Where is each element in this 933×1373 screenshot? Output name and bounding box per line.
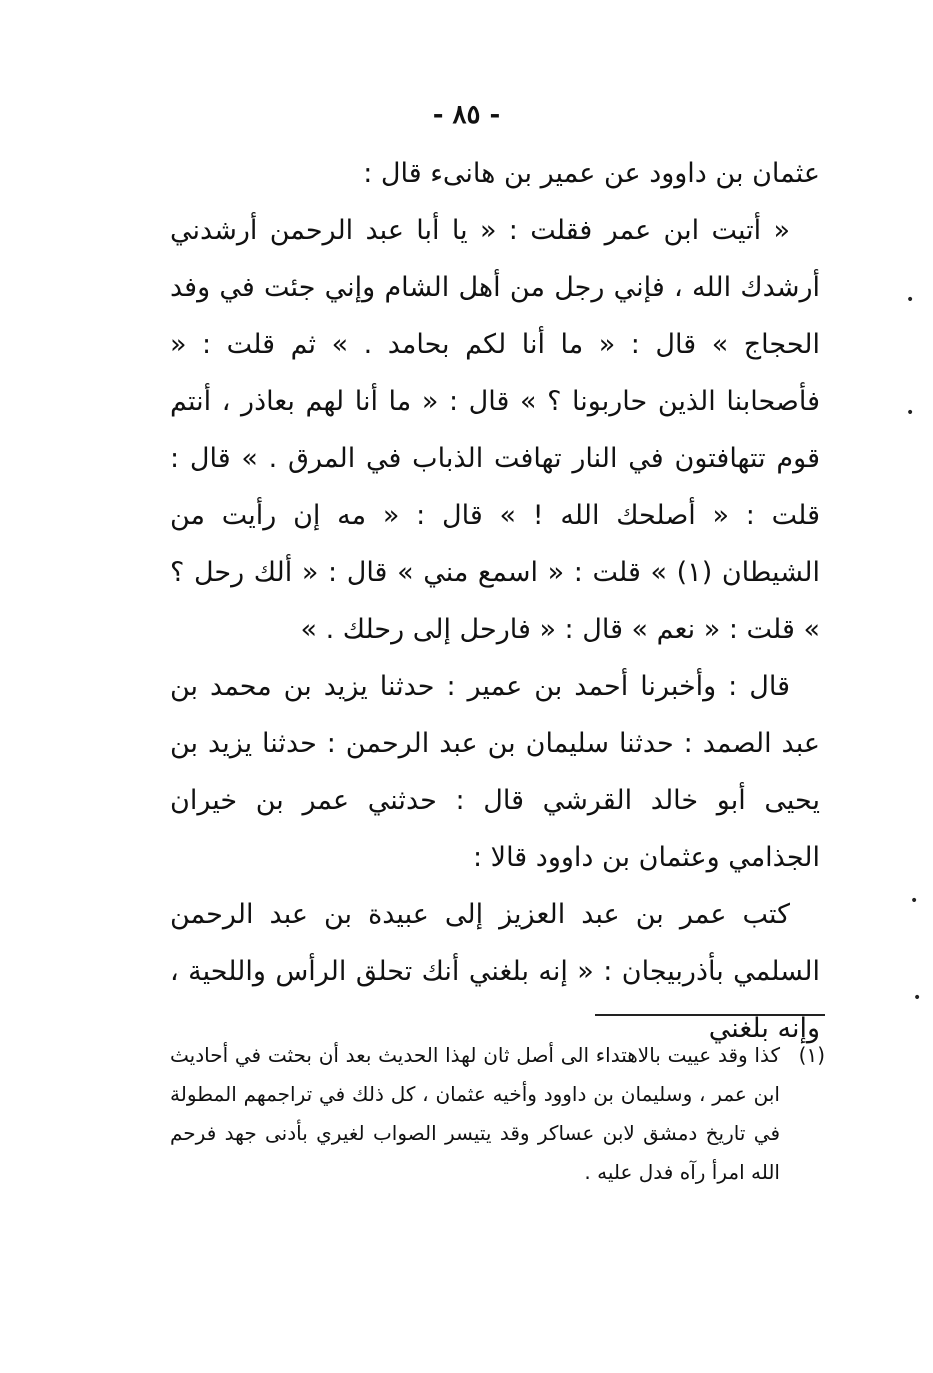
paragraph-isnad-1: عثمان بن داوود عن عمير بن هانىء قال : <box>363 158 820 189</box>
margin-mark: • <box>910 893 919 909</box>
margin-mark: • <box>913 990 922 1006</box>
paragraph-letter: كتب عمر بن عبد العزيز إلى عبيدة بن عبد الرحمن السلمي بأذربيجان : « إنه بلغني أنك تحلق الرأس واللحية ، وإنه بلغني <box>170 899 820 1044</box>
paragraph-narration: « أتيت ابن عمر فقلت : « يا أبا عبد الرحمن أرشدني أرشدك الله ، فإني رجل من أهل الشام وإني جئت في وفد الحجاج » قال : « ما أنا لكم بحامد . » ثم قلت : « فأصحابنا الذين حاربونا ؟ » قال : « ما أنا لهم بعاذر ، أنتم قوم تتهافتون في النار تهافت الذباب في المرق . » قال : قلت : « أصلحك الله ! » قال : « مه إن رأيت من الشيطان (١) » قلت : « اسمع مني » قال : « ألك رحل ؟ » قلت : « نعم » قال : « فارحل إلى رحلك . » <box>170 215 821 645</box>
footnotes <box>170 1036 825 1192</box>
margin-mark: • <box>906 292 915 308</box>
footnote-marker: (١) <box>798 1043 825 1067</box>
margin-mark: • <box>906 405 915 421</box>
footnote-text: كذا وقد عييت بالاهتداء الى أصل ثان لهذا الحديث بعد أن بحثت في أحاديث ابن عمر ، وسليمان بن داوود وأخيه عثمان ، كل ذلك في تراجمهم المطولة في تاريخ دمشق لابن عساكر وقد يتيسر الصواب لغيري بأدنى جهد فرحم الله امرأ رآه فدل عليه . <box>170 1043 780 1184</box>
footnote-item <box>170 1036 825 1192</box>
page-number: - ٨٥ - <box>432 100 501 130</box>
main-text <box>170 145 820 1057</box>
paragraph-isnad-2: قال : وأخبرنا أحمد بن عمير : حدثنا يزيد بن محمد بن عبد الصمد : حدثنا سليمان بن عبد الرحمن : حدثنا يزيد بن يحيى أبو خالد القرشي قال : حدثني عمر بن خيران الجذامي وعثمان بن داوود قالا : <box>170 671 820 873</box>
footnote-separator <box>595 1014 825 1016</box>
